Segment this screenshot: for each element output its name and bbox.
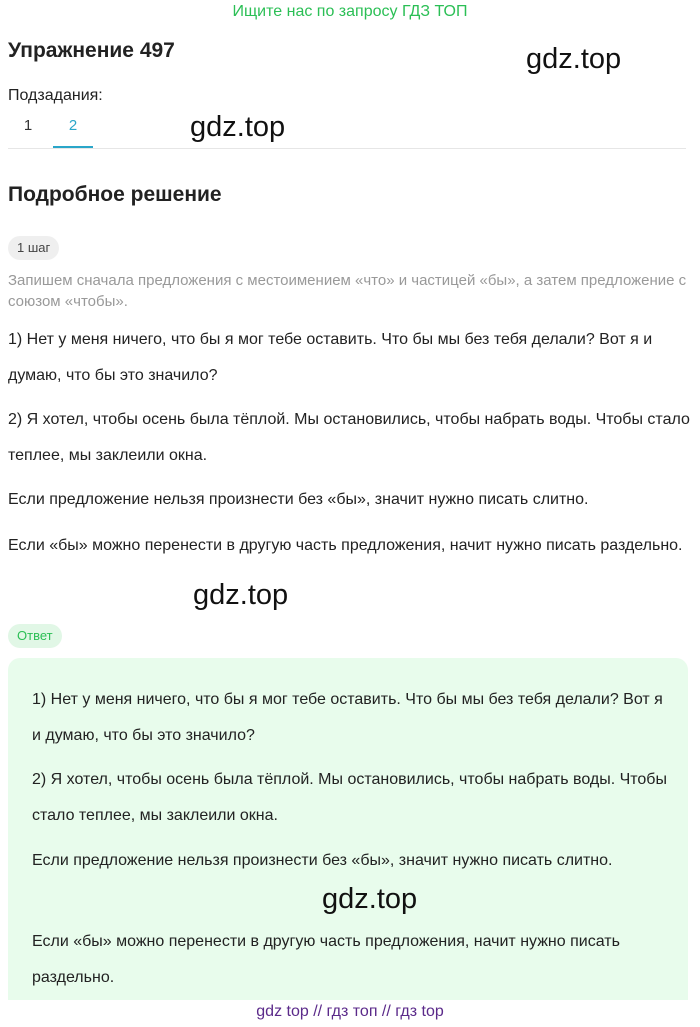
footer: gdz top // гдз топ // гдз top [256, 1003, 444, 1020]
top-banner: Ищите нас по запросу ГДЗ ТОП [232, 3, 468, 20]
watermark: gdz.top [322, 883, 418, 915]
tab-subtask-2[interactable]: 2 [53, 112, 93, 148]
solution-title: Подробное решение [8, 183, 222, 206]
tab-subtask-1[interactable]: 1 [23, 117, 33, 134]
watermark: gdz.top [190, 111, 286, 143]
watermark: gdz.top [193, 579, 289, 611]
solution-paragraph: 1) Нет у меня ничего, что бы я мог тебе оставить. Что бы мы без тебя делали? Вот я и думаю, что бы это значило? [8, 331, 653, 384]
answer-paragraph: Если «бы» можно перенести в другую часть предложения, начит нужно писать раздельно. [32, 933, 620, 986]
solution-intro: Запишем сначала предложения с местоимением «что» и частицей «бы», а затем предложение с союзом «чтобы». [8, 272, 687, 310]
answer-box [8, 658, 688, 1000]
watermark: gdz.top [526, 43, 622, 75]
subtasks-label: Подзадания: [8, 87, 103, 104]
answer-paragraph: 1) Нет у меня ничего, что бы я мог тебе оставить. Что бы мы без тебя делали? Вот я и думаю, что бы это значило? [32, 691, 663, 744]
answer-paragraph: Если предложение нельзя произнести без «бы», значит нужно писать слитно. [32, 852, 613, 869]
solution-paragraph: Если предложение нельзя произнести без «бы», значит нужно писать слитно. [8, 491, 589, 508]
answer-badge: Ответ [8, 624, 62, 648]
step-badge: 1 шаг [8, 236, 59, 260]
subtasks-tabs [8, 112, 686, 149]
solution-paragraph: 2) Я хотел, чтобы осень была тёплой. Мы остановились, чтобы набрать воды. Чтобы стало теплее, мы заклеили окна. [8, 411, 690, 464]
page-title: Упражнение 497 [8, 39, 175, 62]
solution-paragraph: Если «бы» можно перенести в другую часть предложения, начит нужно писать раздельно. [8, 537, 683, 554]
answer-paragraph: 2) Я хотел, чтобы осень была тёплой. Мы остановились, чтобы набрать воды. Чтобы стало теплее, мы заклеили окна. [32, 771, 667, 824]
